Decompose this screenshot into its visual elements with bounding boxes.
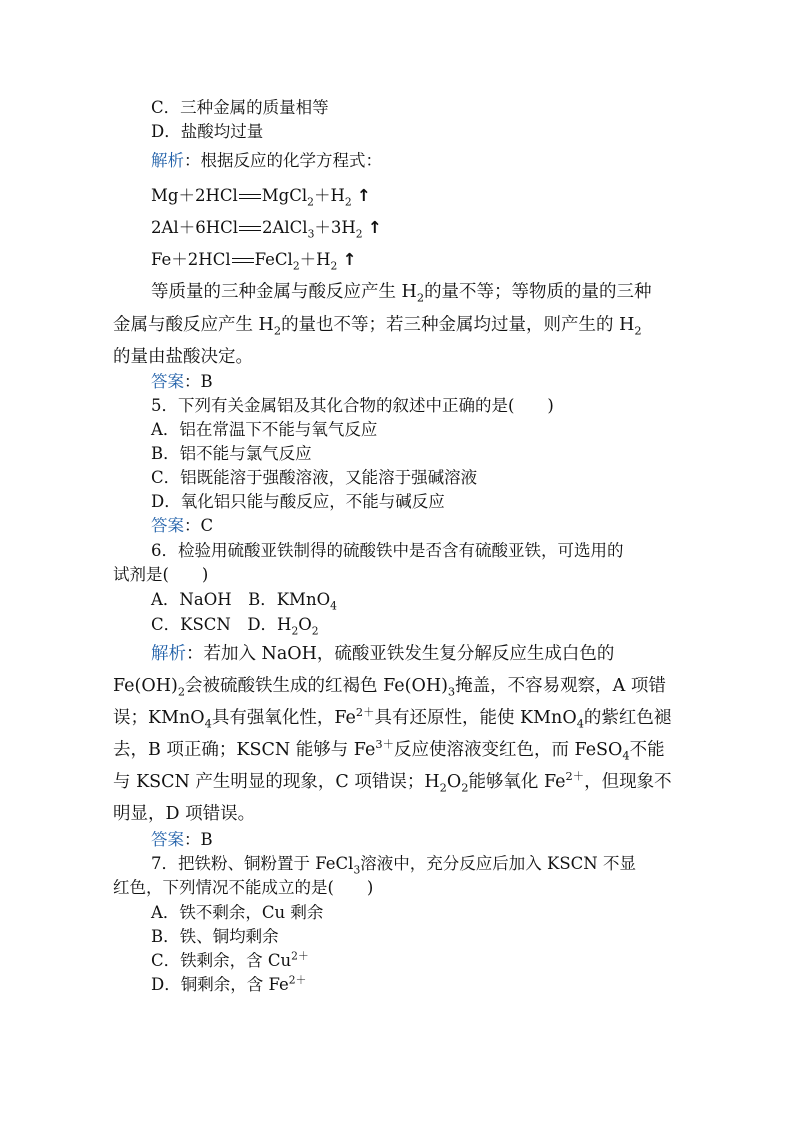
q6-analysis-line2: $Fe(OH)_2$会被硫酸铁生成的红褐色 $Fe(OH)_3$掩盖，不容易观察，A 项错 — [113, 676, 666, 699]
equation-al: 2Al＋6HCl $2AlCl_3+3H_2$ ↑ — [151, 218, 382, 241]
q4-answer: 答案：B — [151, 372, 213, 391]
q7-stem-line2: 红色，下列情况不能成立的是( ) — [113, 878, 374, 897]
q6-stem-line1: 6．检验用硫酸亚铁制得的硫酸铁中是否含有硫酸亚铁，可选用的 — [151, 541, 624, 560]
q7-option-a: A．铁不剩余，Cu 剩余 — [151, 903, 324, 922]
q5-option-a: A．铝在常温下不能与氧气反应 — [151, 420, 378, 439]
equation-mg: Mg＋2HCl $MgCl_2+H_2$ ↑ — [151, 186, 371, 209]
q5-stem: 5．下列有关金属铝及其化合物的叙述中正确的是( ) — [151, 396, 554, 415]
q5-option-c: C．铝既能溶于强酸溶液，又能溶于强碱溶液 — [151, 468, 478, 487]
q7-option-b: B．铁、铜均剩余 — [151, 927, 279, 946]
gas-arrow-icon: ↑ — [342, 250, 357, 269]
answer-label: 答案 — [151, 830, 184, 849]
q7-stem-line1: 7．把铁粉、铜粉置于 FeCl$_3$溶液中，充分反应后加入 KSCN 不显 — [151, 854, 636, 877]
q4-option-c: C．三种金属的质量相等 — [151, 98, 329, 117]
q6-options-ab: A．NaOH B．KMnO$_4$ — [151, 590, 337, 613]
equals-sign — [239, 194, 261, 199]
q6-analysis-line3: 误；KMnO$_4$具有强氧化性，$Fe^{2+}$具有还原性，能使 KMnO$_4$的紫红色褪 — [113, 705, 672, 731]
q6-analysis-line5: 与 KSCN 产生明显的现象，C 项错误；$H_2O_2$能够氧化 $Fe^{2+}$，但现象不 — [113, 769, 672, 795]
analysis-label: 解析 — [151, 151, 184, 170]
gas-arrow-icon: ↑ — [356, 186, 371, 205]
q6-options-cd: C．KSCN D．$H_2O_2$ — [151, 615, 319, 638]
q4-paragraph-line3: 的量由盐酸决定。 — [113, 347, 253, 367]
q4-paragraph-line2: 金属与酸反应产生 $H_2$的量也不等；若三种金属均过量，则产生的 $H_2$ — [113, 315, 642, 338]
q6-analysis-line4: 去，B 项正确；KSCN 能够与 $Fe^{3+}$反应使溶液变红色，而 FeSO$_4$不能 — [113, 737, 665, 763]
q4-option-d: D．盐酸均过量 — [151, 122, 264, 141]
equation-fe: Fe＋2HCl $FeCl_2+H_2$ ↑ — [151, 250, 357, 273]
q4-analysis-intro: 解析：根据反应的化学方程式： — [151, 151, 382, 170]
q6-analysis-line6: 明显，D 项错误。 — [113, 804, 256, 824]
equals-sign — [239, 226, 261, 231]
q5-answer: 答案：C — [151, 516, 214, 535]
equals-sign — [232, 258, 254, 263]
analysis-label: 解析 — [151, 644, 186, 664]
q4-paragraph-line1: 等质量的三种金属与酸反应产生 $H_2$的量不等；等物质的量的三种 — [151, 282, 652, 305]
q5-option-d: D．氧化铝只能与酸反应，不能与碱反应 — [151, 492, 445, 511]
q6-stem-line2: 试剂是( ) — [113, 565, 209, 584]
q6-answer: 答案：B — [151, 830, 213, 849]
q5-option-b: B．铝不能与氯气反应 — [151, 444, 312, 463]
q6-analysis-line1: 解析：若加入 NaOH，硫酸亚铁发生复分解反应生成白色的 — [151, 644, 615, 664]
answer-label: 答案 — [151, 516, 184, 535]
gas-arrow-icon: ↑ — [367, 218, 382, 237]
q7-option-d: D．铜剩余，含 $Fe^{2+}$ — [151, 973, 307, 994]
q7-option-c: C．铁剩余，含 $Cu^{2+}$ — [151, 949, 309, 970]
answer-label: 答案 — [151, 372, 184, 391]
